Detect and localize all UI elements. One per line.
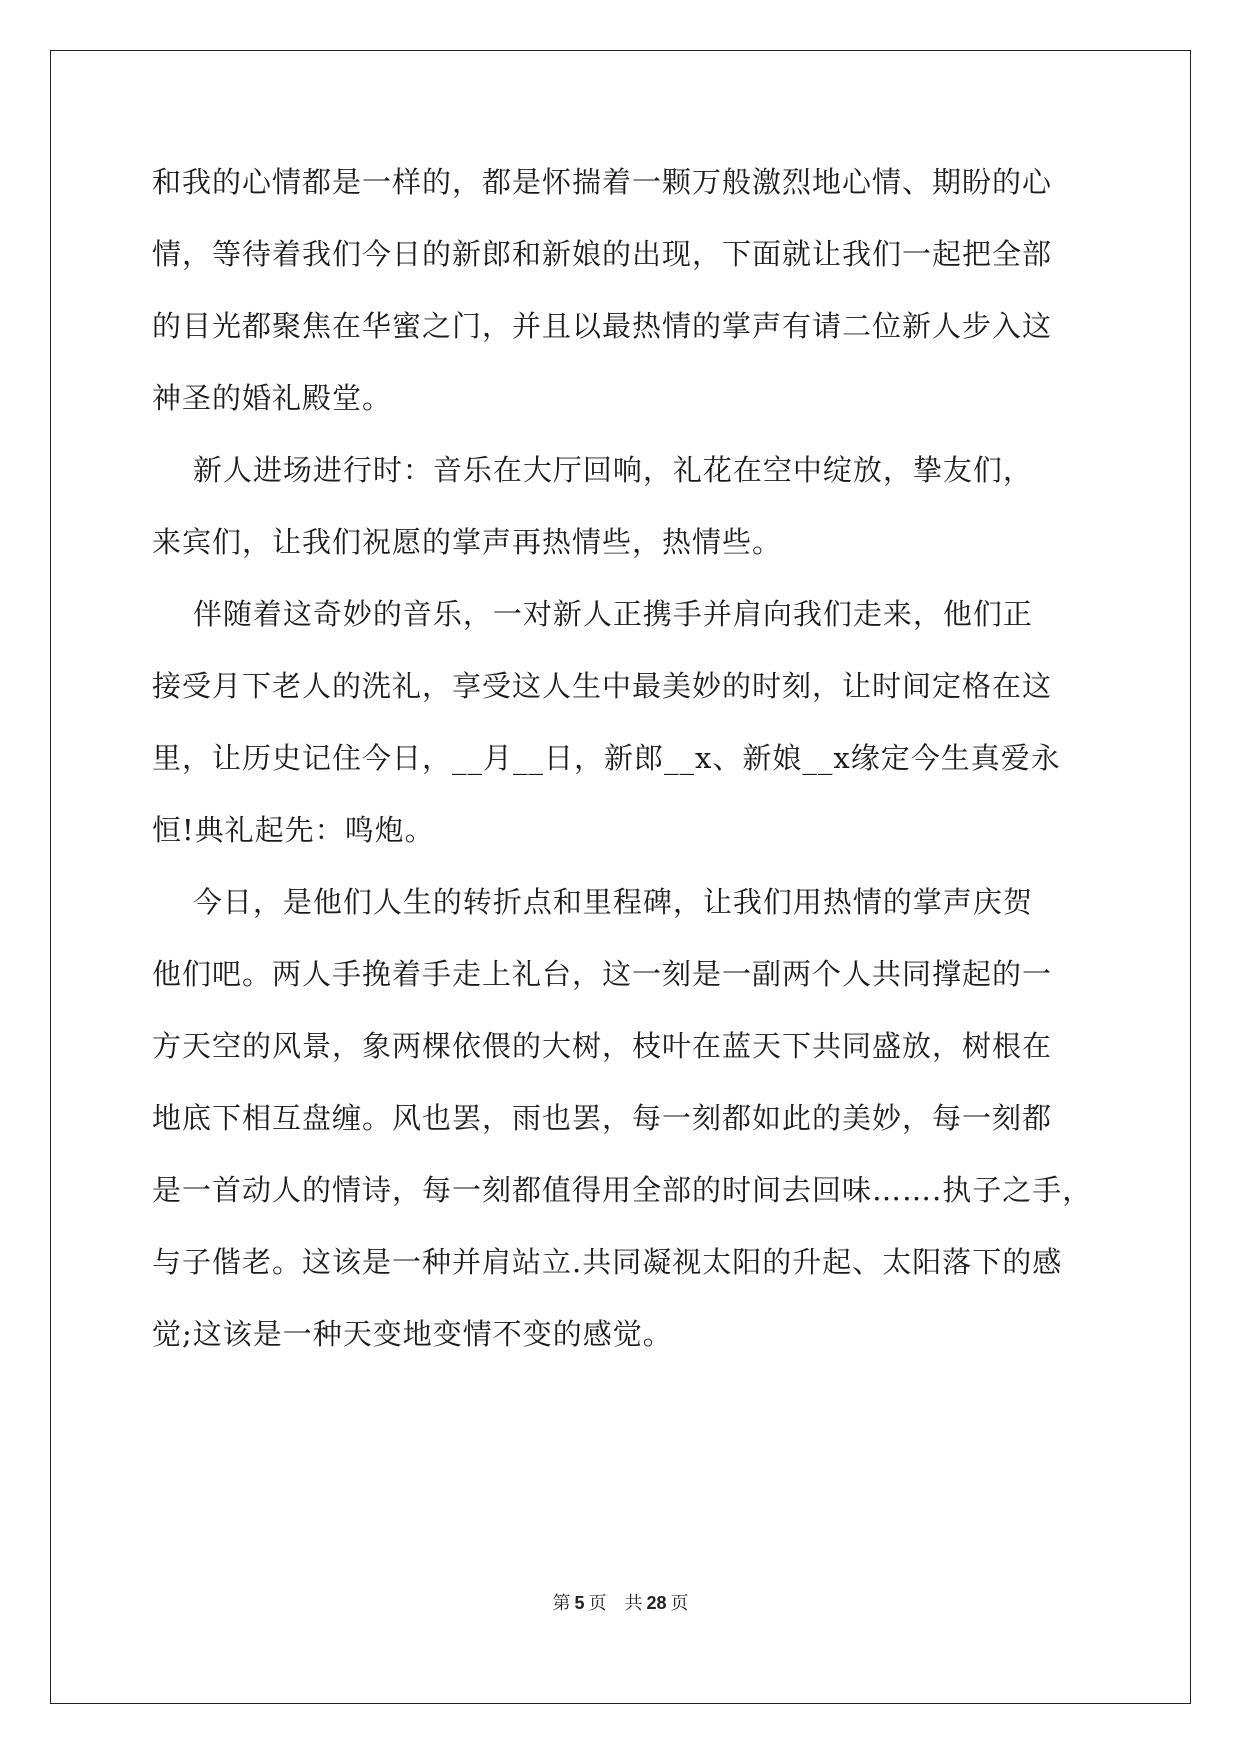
- text-line: 地底下相互盘缠。风也罢，雨也罢，每一刻都如此的美妙，每一刻都: [152, 1101, 1053, 1135]
- text-line: 接受月下老人的洗礼，享受这人生中最美妙的时刻，让时间定格在这: [152, 669, 1053, 703]
- text-line: 今日，是他们人生的转折点和里程碑，让我们用热情的掌声庆贺: [152, 885, 1033, 919]
- text-line: 情，等待着我们今日的新郎和新娘的出现，下面就让我们一起把全部: [152, 237, 1053, 271]
- page-border: [50, 50, 1191, 1704]
- text-line: 与子偕老。这该是一种并肩站立.共同凝视太阳的升起、太阳落下的感: [152, 1245, 1063, 1279]
- footer-prefix: 第: [552, 1593, 571, 1614]
- current-page-number: 5: [574, 1593, 585, 1613]
- text-line: 来宾们，让我们祝愿的掌声再热情些，热情些。: [152, 525, 783, 559]
- text-line: 觉;这该是一种天变地变情不变的感觉。: [152, 1317, 673, 1351]
- total-page-count: 28: [646, 1593, 667, 1613]
- text-line: 他们吧。两人手挽着手走上礼台，这一刻是一副两个人共同撑起的一: [152, 957, 1053, 991]
- text-line: 的目光都聚焦在华蜜之门，并且以最热情的掌声有请二位新人步入这: [152, 309, 1053, 343]
- text-line: 恒!典礼起先：鸣炮。: [152, 813, 435, 847]
- text-line: 和我的心情都是一样的，都是怀揣着一颗万般激烈地心情、期盼的心: [152, 165, 1053, 199]
- footer-page-suffix: 页: [588, 1593, 607, 1614]
- footer-total-prefix: 共: [624, 1593, 643, 1614]
- text-line: 神圣的婚礼殿堂。: [152, 381, 393, 415]
- text-line: 伴随着这奇妙的音乐，一对新人正携手并肩向我们走来，他们正: [152, 597, 1033, 631]
- text-line: 新人进场进行时：音乐在大厅回响，礼花在空中绽放，挚友们，: [152, 453, 1033, 487]
- text-line: 里，让历史记住今日，__月__日，新郎__x、新娘__x缘定今生真爱永: [152, 741, 1061, 775]
- footer-total-suffix: 页: [670, 1593, 689, 1614]
- page-footer: [0, 1591, 1241, 1616]
- text-line: 方天空的风景，象两棵依偎的大树，枝叶在蓝天下共同盛放，树根在: [152, 1029, 1053, 1063]
- text-line: 是一首动人的情诗，每一刻都值得用全部的时间去回味…….执子之手，: [152, 1173, 1093, 1207]
